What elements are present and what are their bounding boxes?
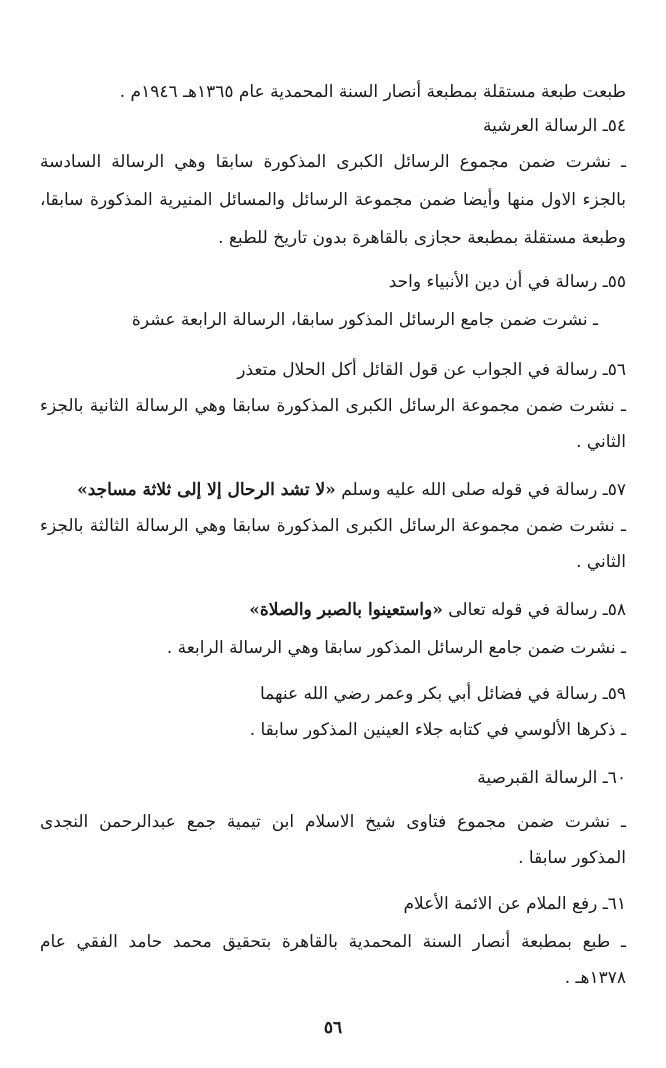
entry-54-title: ٥٤ـ الرسالة العرشية xyxy=(482,116,626,136)
entry-56-text-1: ـ نشرت ضمن مجموعة الرسائل الكبرى المذكورة سابقا وهي الرسالة الثانية بالجزء xyxy=(40,396,626,416)
entry-61-text-2: ١٣٧٨هـ . xyxy=(564,968,626,988)
intro-line: طبعت طبعة مستقلة بمطبعة أنصار السنة المحمدية عام ١٣٦٥هـ ١٩٤٦م . xyxy=(119,82,626,102)
entry-58-title xyxy=(40,598,626,622)
entry-57-text-2: الثاني . xyxy=(576,552,626,572)
entry-55-text-1: ـ نشرت ضمن جامع الرسائل المذكور سابقا، الرسالة الرابعة عشرة xyxy=(131,310,598,330)
page-number: ٥٦ xyxy=(323,1018,343,1038)
entry-56-title: ٥٦ـ رسالة في الجواب عن قول القائل أكل الحلال متعذر xyxy=(237,360,626,380)
entry-54-text-1: ـ نشرت ضمن مجموع الرسائل الكبرى المذكورة سابقا وهي الرسالة السادسة xyxy=(40,152,626,172)
entry-59-text-1: ـ ذكرها الألوسي في كتابه جلاء العينين المذكور سابقا . xyxy=(249,720,626,740)
entry-58-text-1: ـ نشرت ضمن جامع الرسائل المذكور سابقا وهي الرسالة الرابعة . xyxy=(166,638,626,658)
entry-57-title-prefix: ٥٧ـ رسالة في قوله صلى الله عليه وسلم xyxy=(335,480,626,500)
entry-60-text-2: المذكور سابقا . xyxy=(518,848,626,868)
entry-57-title xyxy=(40,478,626,502)
entry-57-title-quote: «لا تشد الرحال إلا إلى ثلاثة مساجد» xyxy=(77,480,336,500)
entry-60-title: ٦٠ـ الرسالة القبرصية xyxy=(477,768,626,788)
entry-56-text-2: الثاني . xyxy=(576,432,626,452)
entry-59-title: ٥٩ـ رسالة في فضائل أبي بكر وعمر رضي الله عنهما xyxy=(259,684,626,704)
entry-55-title: ٥٥ـ رسالة في أن دين الأنبياء واحد xyxy=(388,272,626,292)
entry-60-text-1: ـ نشرت ضمن مجموع فتاوى شيخ الاسلام ابن تيمية جمع عبدالرحمن النجدى xyxy=(40,812,626,832)
entry-54-text-3: وطبعة مستقلة بمطبعة حجازى بالقاهرة بدون تاريخ للطبع . xyxy=(218,228,626,248)
entry-61-text-1: ـ طبع بمطبعة أنصار السنة المحمدية بالقاهرة بتحقيق محمد حامد الفقي عام xyxy=(40,932,626,952)
entry-58-title-quote: «واستعينوا بالصبر والصلاة» xyxy=(249,600,443,620)
entry-58-title-prefix: ٥٨ـ رسالة في قوله تعالى xyxy=(442,600,626,620)
entry-57-text-1: ـ نشرت ضمن مجموعة الرسائل الكبرى المذكورة سابقا وهي الرسالة الثالثة بالجزء xyxy=(40,516,626,536)
entry-54-text-2: بالجزء الاول منها وأيضا ضمن مجموعة الرسائل والمسائل المنيرية المذكورة سابقا، xyxy=(40,190,626,210)
entry-61-title: ٦١ـ رفع الملام عن الائمة الأعلام xyxy=(403,894,626,914)
